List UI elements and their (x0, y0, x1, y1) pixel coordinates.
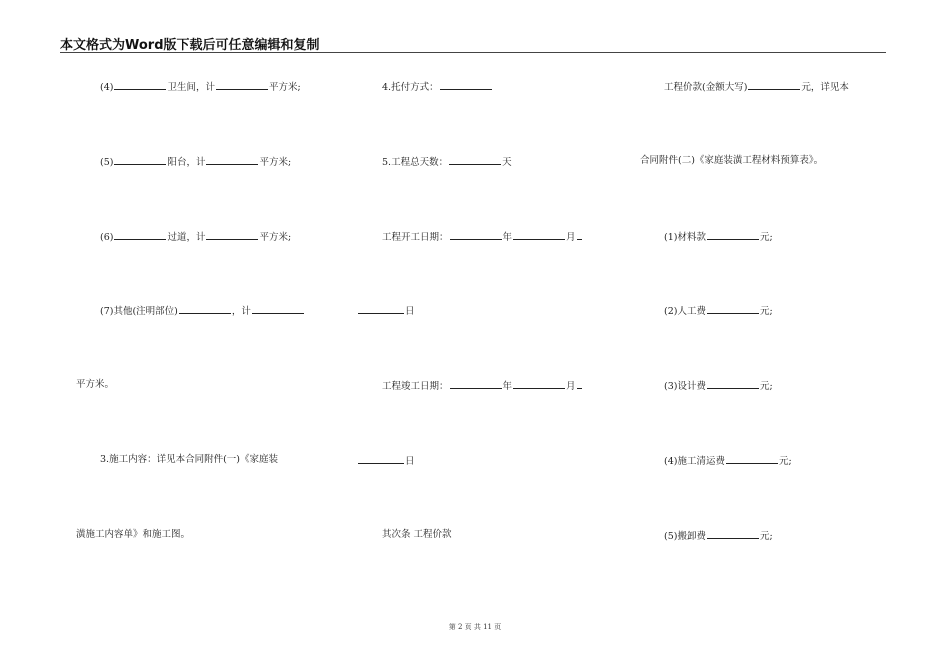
col3-row5-a: (3)设计费 (664, 381, 706, 392)
col3-row5 (664, 379, 773, 393)
blank-line (206, 155, 258, 165)
blank-line (440, 80, 492, 90)
blank-line (726, 454, 778, 464)
blank-line (216, 80, 268, 90)
blank-line (179, 304, 231, 314)
blank-line (358, 454, 404, 464)
col1-row2-c: 平方米; (259, 157, 292, 168)
blank-line (748, 80, 800, 90)
blank-line (707, 529, 759, 539)
col2-row3-b: 年 (502, 232, 513, 243)
col3-row1-a: 工程价款(金额大写) (664, 82, 748, 93)
col2-row4 (357, 304, 415, 318)
col3-row6-a: (4)施工清运费 (664, 456, 725, 467)
blank-line (450, 230, 502, 240)
col2-row3 (382, 230, 583, 244)
blank-line (450, 379, 502, 389)
col2-row2 (382, 155, 512, 169)
col1-row2-b: 阳台，计 (167, 157, 206, 168)
col2-row1-a: 4.托付方式： (382, 82, 439, 93)
col3-row1-b: 元，详见本 (801, 82, 849, 93)
col1-row4 (100, 304, 305, 318)
col2-row5-c: 月 (566, 381, 576, 392)
header-divider (60, 52, 886, 53)
blank-line (252, 304, 304, 314)
col3-row6 (664, 454, 792, 468)
blank-line (707, 230, 759, 240)
col3-row3 (664, 230, 773, 244)
blank-line (114, 80, 166, 90)
blank-line (358, 304, 404, 314)
col3-row3-a: (1)材料款 (664, 232, 706, 243)
col3-row4-b: 元; (759, 306, 773, 317)
col1-row1-c: 平方米; (268, 82, 301, 93)
blank-line (577, 230, 582, 240)
col2-row2-a: 5.工程总天数： (382, 157, 449, 168)
col2-row7: 其次条 工程价款 (382, 529, 452, 540)
page-number: 第 2 页 共 11 页 (448, 623, 502, 631)
col1-row1-a: (4) (100, 82, 114, 93)
col3-row7-a: (5)搬卸费 (664, 531, 706, 542)
col3-row4 (664, 304, 773, 318)
col2-row5-a: 工程竣工日期： (382, 381, 449, 392)
blank-line (513, 379, 565, 389)
col1-row5: 平方米。 (76, 379, 115, 390)
col2-row1 (382, 80, 493, 94)
col1-row3 (100, 230, 291, 244)
col3-row1 (664, 80, 849, 94)
col3-row4-a: (2)人工费 (664, 306, 706, 317)
col2-row5-b: 年 (502, 381, 513, 392)
col3-row6-b: 元; (778, 456, 792, 467)
col3-row3-b: 元; (759, 232, 773, 243)
col1-row7: 潢施工内容单》和施工图。 (76, 529, 191, 540)
col1-row2-a: (5) (100, 157, 114, 168)
col3-row7-b: 元; (759, 531, 773, 542)
col2-row2-b: 天 (502, 157, 512, 168)
col2-row3-c: 月 (566, 232, 576, 243)
col1-row4-b: ，计 (231, 306, 251, 317)
blank-line (114, 155, 166, 165)
col1-row3-b: 过道，计 (167, 232, 206, 243)
document-header-title: 本文格式为Word版下载后可任意编辑和复制 (60, 38, 320, 53)
blank-line (114, 230, 166, 240)
col3-row5-b: 元; (759, 381, 773, 392)
col1-row1 (100, 80, 301, 94)
blank-line (707, 379, 759, 389)
col2-row6 (357, 454, 415, 468)
col2-row4-a: 日 (405, 306, 415, 317)
col1-row3-a: (6) (100, 232, 114, 243)
blank-line (206, 230, 258, 240)
col3-row2: 合同附件(二)《家庭装潢工程材料预算表》。 (640, 155, 824, 166)
blank-line (513, 230, 565, 240)
blank-line (707, 304, 759, 314)
col1-row4-a: (7)其他(注明部位) (100, 306, 178, 317)
col1-row1-b: 卫生间，计 (167, 82, 215, 93)
col1-row6: 3.施工内容：详见本合同附件(一)《家庭装 (100, 454, 278, 465)
col3-row7 (664, 529, 773, 543)
col2-row5 (382, 379, 583, 393)
blank-line (577, 379, 582, 389)
blank-line (449, 155, 501, 165)
col2-row6-a: 日 (405, 456, 415, 467)
col1-row2 (100, 155, 291, 169)
col2-row3-a: 工程开工日期： (382, 232, 449, 243)
col1-row3-c: 平方米; (259, 232, 292, 243)
